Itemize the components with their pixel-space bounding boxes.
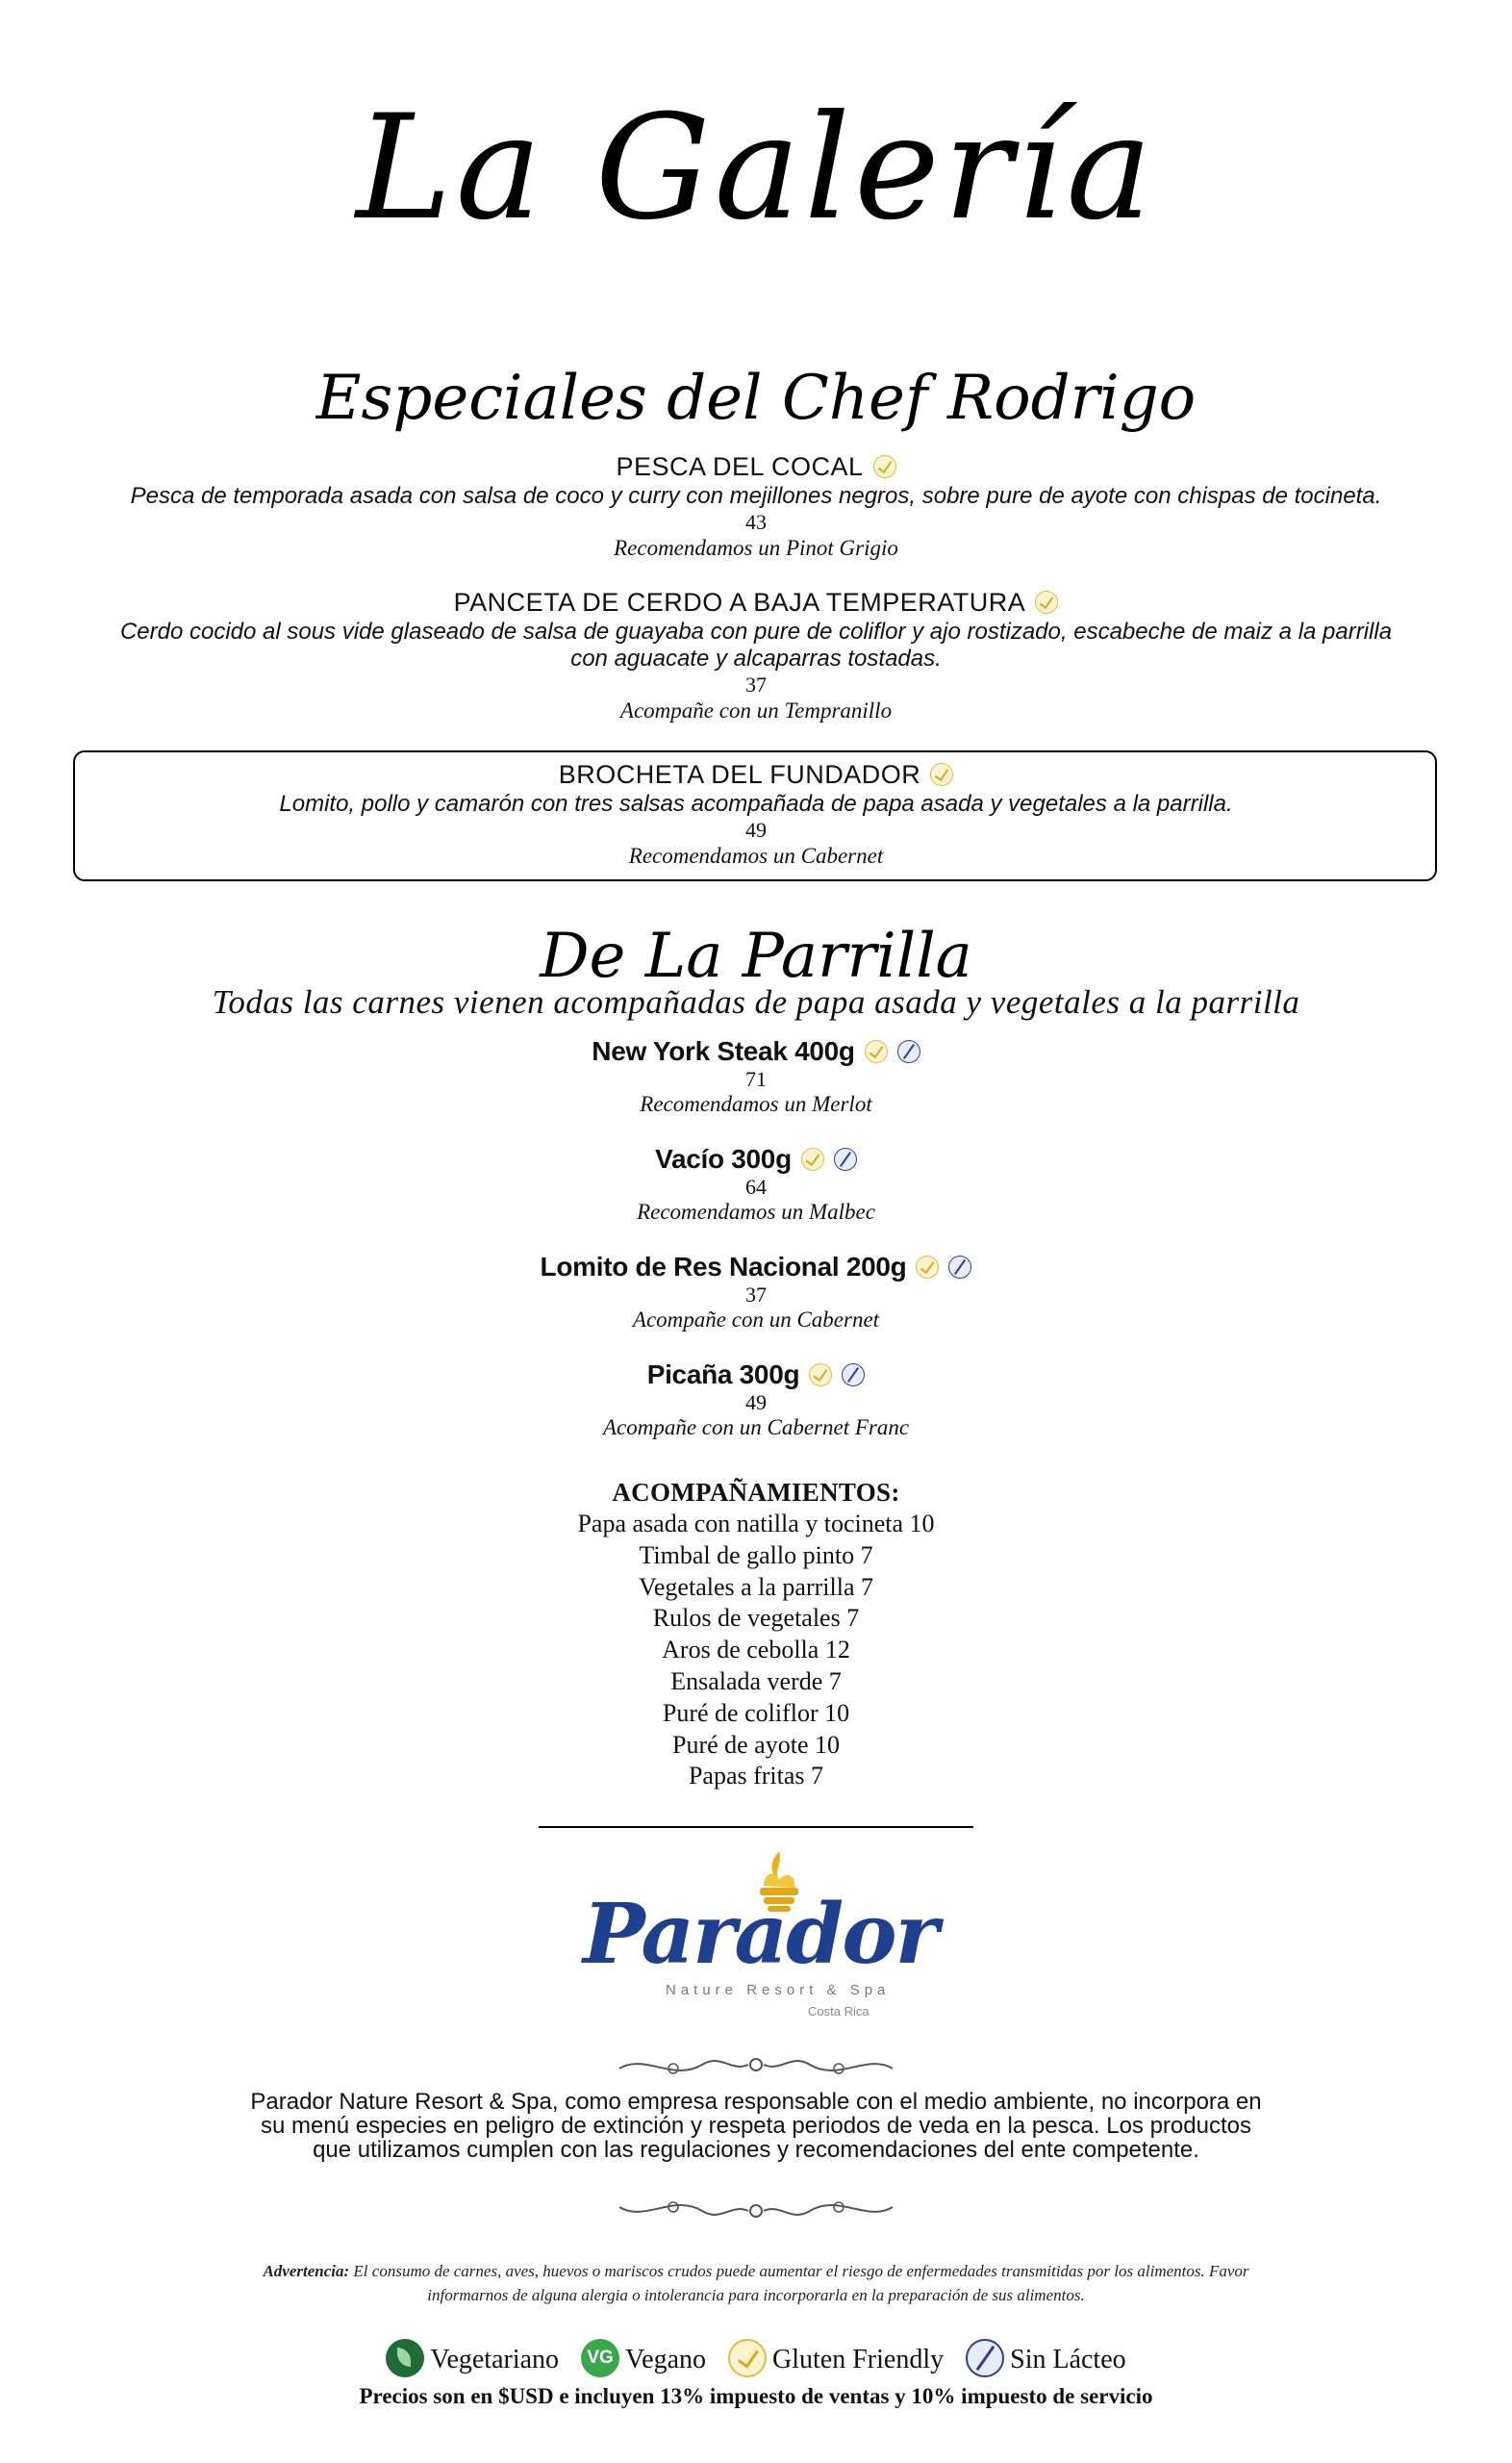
dish-name: PESCA DEL COCAL	[616, 452, 864, 481]
vegetarian-leaf-icon	[386, 2339, 424, 2377]
environmental-note: Parador Nature Resort & Spa, como empresa responsable con el medio ambiente, no incorpora en su menú especies en peligro de extinción y respeta periodos de veda en la pesca. Los productos que utilizamos cumplen con las regulaciones y recomendaciones del ente competente.	[250, 2089, 1262, 2163]
ornament-flourish-icon	[616, 2190, 896, 2228]
grill-item-price: 49	[745, 1390, 767, 1414]
specials-heading: Especiales del Chef Rodrigo	[315, 363, 1197, 434]
wine-pairing: Recomendamos un Cabernet	[628, 844, 884, 868]
legend-dairy-free: Sin Lácteo	[966, 2341, 1126, 2381]
dairy-free-icon	[842, 1363, 865, 1386]
allergy-warning	[240, 2259, 1272, 2307]
legend-vegan: VG Vegano	[581, 2341, 706, 2381]
dish-name: PANCETA DE CERDO A BAJA TEMPERATURA	[453, 588, 1026, 617]
grill-item-price: 71	[745, 1067, 767, 1091]
legend-gluten-friendly: Gluten Friendly	[728, 2341, 944, 2381]
side-item: Papa asada con natilla y tocineta 10	[577, 1510, 935, 1537]
gluten-friendly-icon	[930, 763, 953, 786]
side-item: Papas fritas 7	[688, 1762, 824, 1790]
dish-price: 37	[745, 673, 767, 697]
grill-item-price: 37	[745, 1282, 767, 1307]
side-item: Rulos de vegetales 7	[652, 1604, 860, 1633]
dish-name: BROCHETA DEL FUNDADOR	[558, 760, 921, 789]
side-item: Vegetales a la parrilla 7	[639, 1572, 873, 1601]
grill-item-name: Vacío 300g	[655, 1144, 792, 1174]
warning-label: Advertencia:	[263, 2262, 350, 2280]
gluten-friendly-icon	[1035, 591, 1058, 614]
special-dish-1	[58, 450, 1454, 562]
grill-item-name: Picaña 300g	[646, 1359, 800, 1389]
grill-item-price: 64	[745, 1175, 767, 1199]
dairy-free-icon	[966, 2339, 1004, 2377]
special-dish-2	[58, 586, 1454, 724]
sides-heading: ACOMPAÑAMIENTOS:	[612, 1478, 900, 1507]
side-item: Timbal de gallo pinto 7	[639, 1540, 873, 1569]
legend-vegetarian: Vegetariano	[386, 2341, 559, 2381]
grill-item-name: New York Steak 400g	[592, 1036, 855, 1066]
divider-line	[539, 1826, 973, 1828]
logo-wordmark: Parador	[583, 1886, 937, 1983]
grill-item-4	[0, 1358, 1512, 1441]
vegan-badge-icon: VG	[581, 2339, 619, 2377]
dietary-legend	[0, 2340, 1512, 2380]
dairy-free-icon	[948, 1256, 971, 1279]
logo-tagline: Nature Resort & Spa	[666, 1982, 891, 1998]
gluten-friendly-icon	[865, 1040, 888, 1063]
wine-pairing: Acompañe con un Cabernet	[632, 1308, 880, 1332]
grill-heading: De La Parrilla	[540, 921, 972, 992]
grill-item-2	[0, 1143, 1512, 1226]
sides-section	[0, 1476, 1512, 1792]
grill-subtitle: Todas las carnes vienen acompañadas de papa asada y vegetales a la parrilla	[212, 983, 1300, 1021]
dairy-free-icon	[834, 1148, 857, 1171]
wine-pairing: Acompañe con un Tempranillo	[619, 698, 893, 723]
grill-item-name: Lomito de Res Nacional 200g	[540, 1252, 907, 1282]
wine-pairing: Recomendamos un Merlot	[640, 1092, 872, 1116]
dairy-free-icon	[897, 1040, 920, 1063]
ornament-flourish-icon	[616, 2047, 896, 2086]
wine-pairing: Recomendamos un Malbec	[637, 1200, 875, 1224]
warning-text: El consumo de carnes, aves, huevos o mariscos crudos puede aumentar el riesgo de enfermedades transmitidas por los alimentos. Favor informarnos de alguna alergia o intolerancia para incorporarla en la preparación de sus alimentos.	[353, 2262, 1249, 2304]
dish-description: Pesca de temporada asada con salsa de coco y curry con mejillones negros, sobre pure de ayote con chispas de tocineta.	[130, 483, 1382, 509]
dish-description: Lomito, pollo y camarón con tres salsas acompañada de papa asada y vegetales a la parrilla.	[279, 791, 1233, 817]
side-item: Aros de cebolla 12	[662, 1636, 850, 1664]
parador-logo	[577, 1847, 943, 2025]
dish-description: Cerdo cocido al sous vide glaseado de salsa de guayaba con pure de coliflor y ajo rostizado, escabeche de maiz a la parrilla con aguacate y alcaparras tostadas.	[119, 619, 1393, 672]
gluten-friendly-icon	[916, 1256, 939, 1279]
side-item: Puré de ayote 10	[671, 1730, 840, 1759]
special-dish-3	[58, 758, 1454, 870]
gluten-friendly-icon	[873, 455, 896, 478]
dish-price: 49	[745, 818, 767, 842]
gluten-friendly-icon	[809, 1363, 832, 1386]
grill-item-3	[0, 1251, 1512, 1333]
dish-price: 43	[745, 510, 767, 534]
prices-note: Precios son en $USD e incluyen 13% impuesto de ventas y 10% impuesto de servicio	[359, 2384, 1153, 2408]
gluten-friendly-icon	[728, 2339, 767, 2377]
side-item: Puré de coliflor 10	[662, 1698, 850, 1727]
restaurant-title: La Galería	[356, 85, 1156, 252]
grill-item-1	[0, 1035, 1512, 1118]
gluten-friendly-icon	[801, 1148, 824, 1171]
logo-country: Costa Rica	[808, 2004, 869, 2019]
wine-pairing: Acompañe con un Cabernet Franc	[602, 1415, 910, 1439]
side-item: Ensalada verde 7	[670, 1666, 842, 1695]
wine-pairing: Recomendamos un Pinot Grigio	[614, 536, 898, 560]
